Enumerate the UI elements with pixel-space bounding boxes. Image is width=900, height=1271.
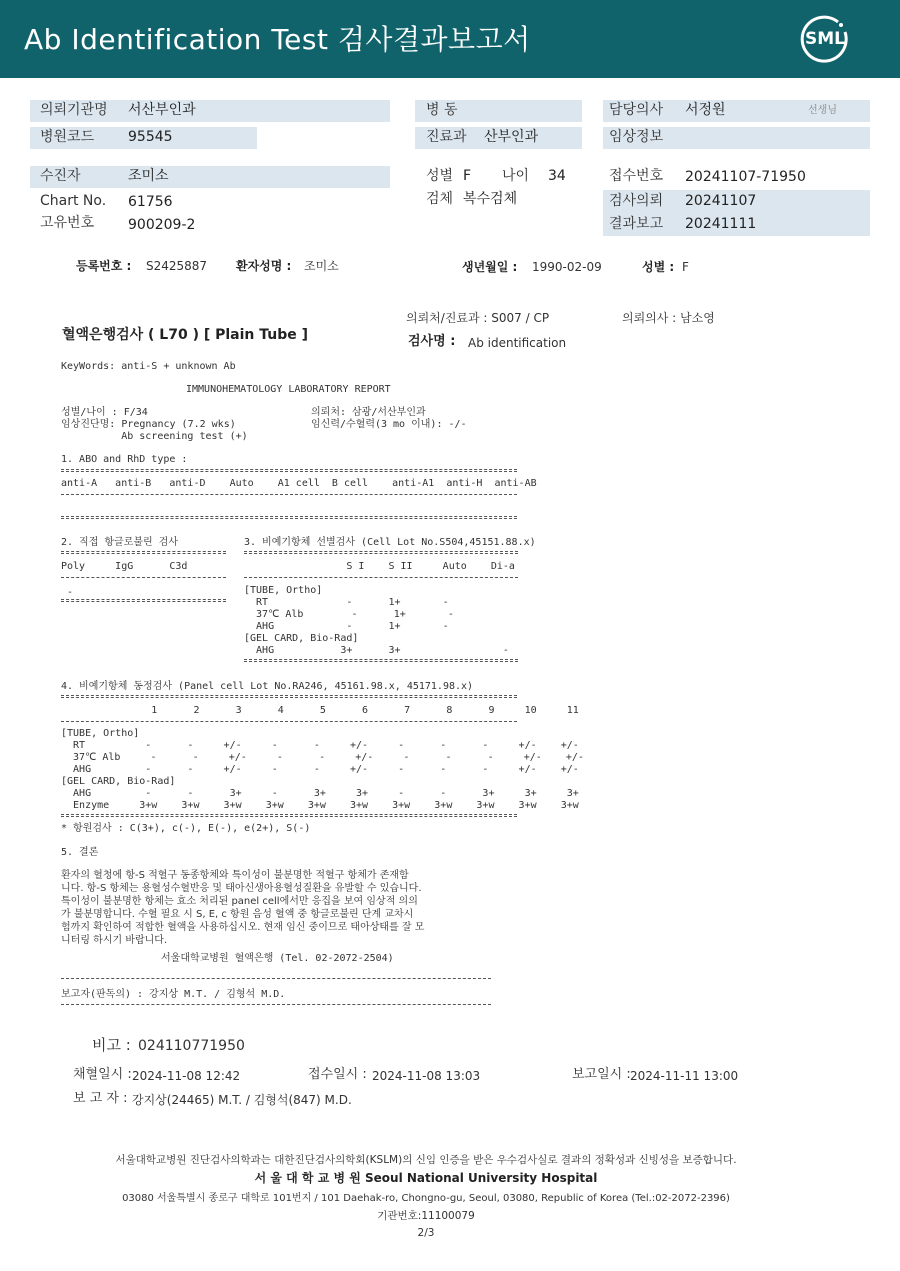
antigen-test: * 항원검사 : C(3+), c(-), E(-), e(2+), S(-) — [61, 823, 311, 834]
chart-label: Chart No. — [40, 193, 107, 209]
screen-row-1: [TUBE, Ortho] — [244, 585, 323, 596]
diagnosis-1: 임상진단명: Pregnancy (7.2 wks) — [61, 419, 236, 430]
receipt-label: 접수번호 — [609, 168, 664, 184]
receive-label: 접수일시 : — [308, 1067, 367, 1082]
patient-box — [30, 166, 390, 188]
patient-value: 조미소 — [128, 168, 169, 184]
chart-value: 61756 — [128, 194, 173, 210]
age-label: 나이 — [502, 168, 530, 184]
doctor-suffix: 선생님 — [808, 105, 837, 116]
unique-label: 고유번호 — [40, 215, 95, 231]
conclusion-line-1: 환자의 혈청에 항-S 적혈구 동종항체와 특이성이 불분명한 적혈구 항체가 존재함 — [61, 870, 409, 881]
remark-value: 024110771950 — [138, 1038, 245, 1054]
divider — [244, 551, 518, 554]
hospital-address: 03080 서울특별시 종로구 대학로 101번지 / 101 Daehak-ro, Chongno-gu, Seoul, 03080, Republic of Korea (Tel.:02-2072-2396) — [122, 1193, 730, 1204]
conclusion-line-5: 험까지 확인하여 적합한 혈액을 사용하십시오. 현재 임신 중이므로 태아상태를 잘 모 — [61, 922, 425, 933]
ref-doctor: 의뢰의사 : 남소영 — [622, 311, 715, 325]
conclusion-line-2: 니다. 항-S 항체는 용혈성수혈반응 및 태아신생아용혈성질환을 유발할 수 있습니다. — [61, 883, 422, 894]
blood-bank-contact: 서울대학교병원 혈액은행 (Tel. 02-2072-2504) — [161, 953, 394, 964]
divider — [61, 469, 517, 472]
specimen-label: 검체 — [426, 191, 454, 207]
panel-row-3: 37℃ Alb - - +/- - - +/- - - - +/- +/- — [61, 752, 584, 763]
screen-row-5: [GEL CARD, Bio-Rad] — [244, 633, 359, 644]
reg-label: 등록번호 : — [76, 259, 132, 273]
conclusion-line-6: 니터링 하시기 바랍니다. — [61, 935, 168, 946]
result-value: 20241111 — [685, 216, 757, 232]
report-time-label: 보고일시 : — [572, 1067, 631, 1082]
conclusion-line-3: 특이성이 불분명한 항체는 효소 처리된 panel cell에서만 응집을 보여 임상적 의의 — [61, 896, 418, 907]
remark-label: 비고 : — [92, 1036, 131, 1054]
divider — [61, 721, 517, 722]
panel-row-1: [TUBE, Ortho] — [61, 728, 140, 739]
collect-label: 채혈일시 : — [73, 1067, 132, 1082]
result-label: 결과보고 — [609, 216, 664, 232]
header-bar — [0, 0, 900, 78]
keywords: KeyWords: anti-S + unknown Ab — [61, 361, 236, 372]
unique-value: 900209-2 — [128, 217, 196, 233]
doctor-label: 담당의사 — [609, 102, 664, 118]
screen-row-4: AHG - 1+ - — [244, 621, 449, 632]
name-label: 환자성명 : — [236, 259, 292, 273]
divider — [61, 1004, 491, 1005]
divider — [61, 978, 491, 979]
panel-row-5: [GEL CARD, Bio-Rad] — [61, 776, 176, 787]
hospital-code-label: 병원코드 — [40, 129, 95, 145]
name-value: 조미소 — [304, 259, 339, 273]
panel-row-2: RT - - +/- - - +/- - - - +/- +/- — [61, 740, 579, 751]
test-title: 혈액은행검사 ( L70 ) [ Plain Tube ] — [62, 327, 309, 343]
divider — [61, 516, 517, 519]
report-sex-label: 성별 : — [642, 260, 675, 274]
test-name-value: Ab identification — [468, 336, 567, 350]
abo-header: anti-A anti-B anti-D Auto A1 cell B cell anti-A1 anti-H anti-AB — [61, 478, 537, 489]
report-time-value: 2024-11-11 13:00 — [630, 1069, 739, 1083]
diagnosis-2: Ab screening test (+) — [61, 431, 248, 442]
sex-age: 성별/나이 : F/34 — [61, 407, 148, 418]
patient-label: 수진자 — [40, 168, 81, 184]
reporter2-value: 강지상(24465) M.T. / 김형석(847) M.D. — [132, 1093, 352, 1107]
logo-text: SML — [805, 29, 845, 49]
institution-number: 기관번호:11100079 — [377, 1210, 475, 1222]
dat-header: Poly IgG C3d — [61, 561, 188, 572]
panel-row-4: AHG - - +/- - - +/- - - - +/- +/- — [61, 764, 579, 775]
pregnancy-history: 임신력/수혈력(3 mo 이내): -/- — [311, 419, 467, 430]
request-label: 검사의뢰 — [609, 193, 664, 209]
specimen-value: 복수검체 — [463, 191, 518, 207]
test-name-label: 검사명 : — [408, 334, 456, 349]
institution-label: 의뢰기관명 — [40, 102, 108, 118]
conclusion-line-4: 가 불분명합니다. 수혈 필요 시 S, E, c 항원 음성 혈액 중 항글로불린 단계 교차시 — [61, 909, 414, 920]
hospital-name: 서 울 대 학 교 병 원 Seoul National University Hospital — [254, 1171, 598, 1185]
sex-value: F — [463, 168, 472, 184]
clinical-label: 임상정보 — [609, 129, 664, 145]
screen-row-6: AHG 3+ 3+ - — [244, 645, 509, 656]
report-sex-value: F — [682, 260, 689, 274]
divider — [244, 577, 518, 578]
certification-statement: 서울대학교병원 진단검사의학과는 대한진단검사의학회(KSLM)의 신임 인증을 받은 우수검사실로 결과의 정확성과 신빙성을 보증합니다. — [115, 1154, 737, 1166]
lab-title: IMMUNOHEMATOLOGY LABORATORY REPORT — [186, 384, 391, 395]
doctor-value: 서정원 — [685, 102, 726, 118]
request-value: 20241107 — [685, 193, 757, 209]
referral: 의뢰처: 삼광/서산부인과 — [311, 407, 426, 418]
collect-value: 2024-11-08 12:42 — [132, 1069, 241, 1083]
dept-value: 산부인과 — [484, 129, 539, 145]
ward-label: 병 동 — [426, 102, 458, 118]
divider — [61, 695, 517, 698]
referrer: 의뢰처/진료과 : S007 / CP — [406, 311, 550, 325]
report-title: Ab Identification Test 검사결과보고서 — [24, 23, 531, 56]
divider — [61, 599, 226, 602]
divider — [61, 577, 226, 578]
age-value: 34 — [548, 168, 566, 184]
divider — [61, 551, 226, 554]
panel-row-6: AHG - - 3+ - 3+ 3+ - - 3+ 3+ 3+ — [61, 788, 579, 799]
reg-value: S2425887 — [146, 259, 208, 273]
divider — [244, 659, 518, 662]
panel-header: 1 2 3 4 5 6 7 8 9 10 11 — [61, 705, 579, 716]
hospital-code-value: 95545 — [128, 129, 173, 145]
reporter-line: 보고자(판독의) : 강지상 M.T. / 김형석 M.D. — [61, 989, 286, 1000]
section1-title: 1. ABO and RhD type : — [61, 454, 188, 465]
divider — [61, 494, 517, 495]
institution-value: 서산부인과 — [128, 102, 196, 118]
reporter2-label: 보 고 자 : — [73, 1091, 128, 1106]
dat-value: - — [61, 587, 74, 598]
receive-value: 2024-11-08 13:03 — [372, 1069, 481, 1083]
sex-label: 성별 — [426, 168, 454, 184]
screen-row-2: RT - 1+ - — [244, 597, 449, 608]
panel-row-7: Enzyme 3+w 3+w 3+w 3+w 3+w 3+w 3+w 3+w 3+w 3+w 3+w — [61, 800, 579, 811]
divider — [61, 814, 517, 817]
receipt-value: 20241107-71950 — [685, 169, 806, 185]
screen-header: S I S II Auto Di-a — [244, 561, 515, 572]
section2-title: 2. 직접 항글로불린 검사 — [61, 537, 179, 548]
sml-logo — [798, 13, 852, 67]
dept-label: 진료과 — [426, 129, 467, 145]
page-number: 2/3 — [417, 1227, 435, 1239]
section4-title: 4. 비예기항체 동정검사 (Panel cell Lot No.RA246, 45161.98.x, 45171.98.x) — [61, 681, 474, 692]
dob-label: 생년월일 : — [462, 260, 518, 274]
section3-title: 3. 비예기항체 선별검사 (Cell Lot No.S504,45151.88.x) — [244, 537, 536, 548]
dob-value: 1990-02-09 — [532, 260, 602, 274]
screen-row-3: 37℃ Alb - 1+ - — [244, 609, 454, 620]
section5-title: 5. 결론 — [61, 847, 99, 858]
